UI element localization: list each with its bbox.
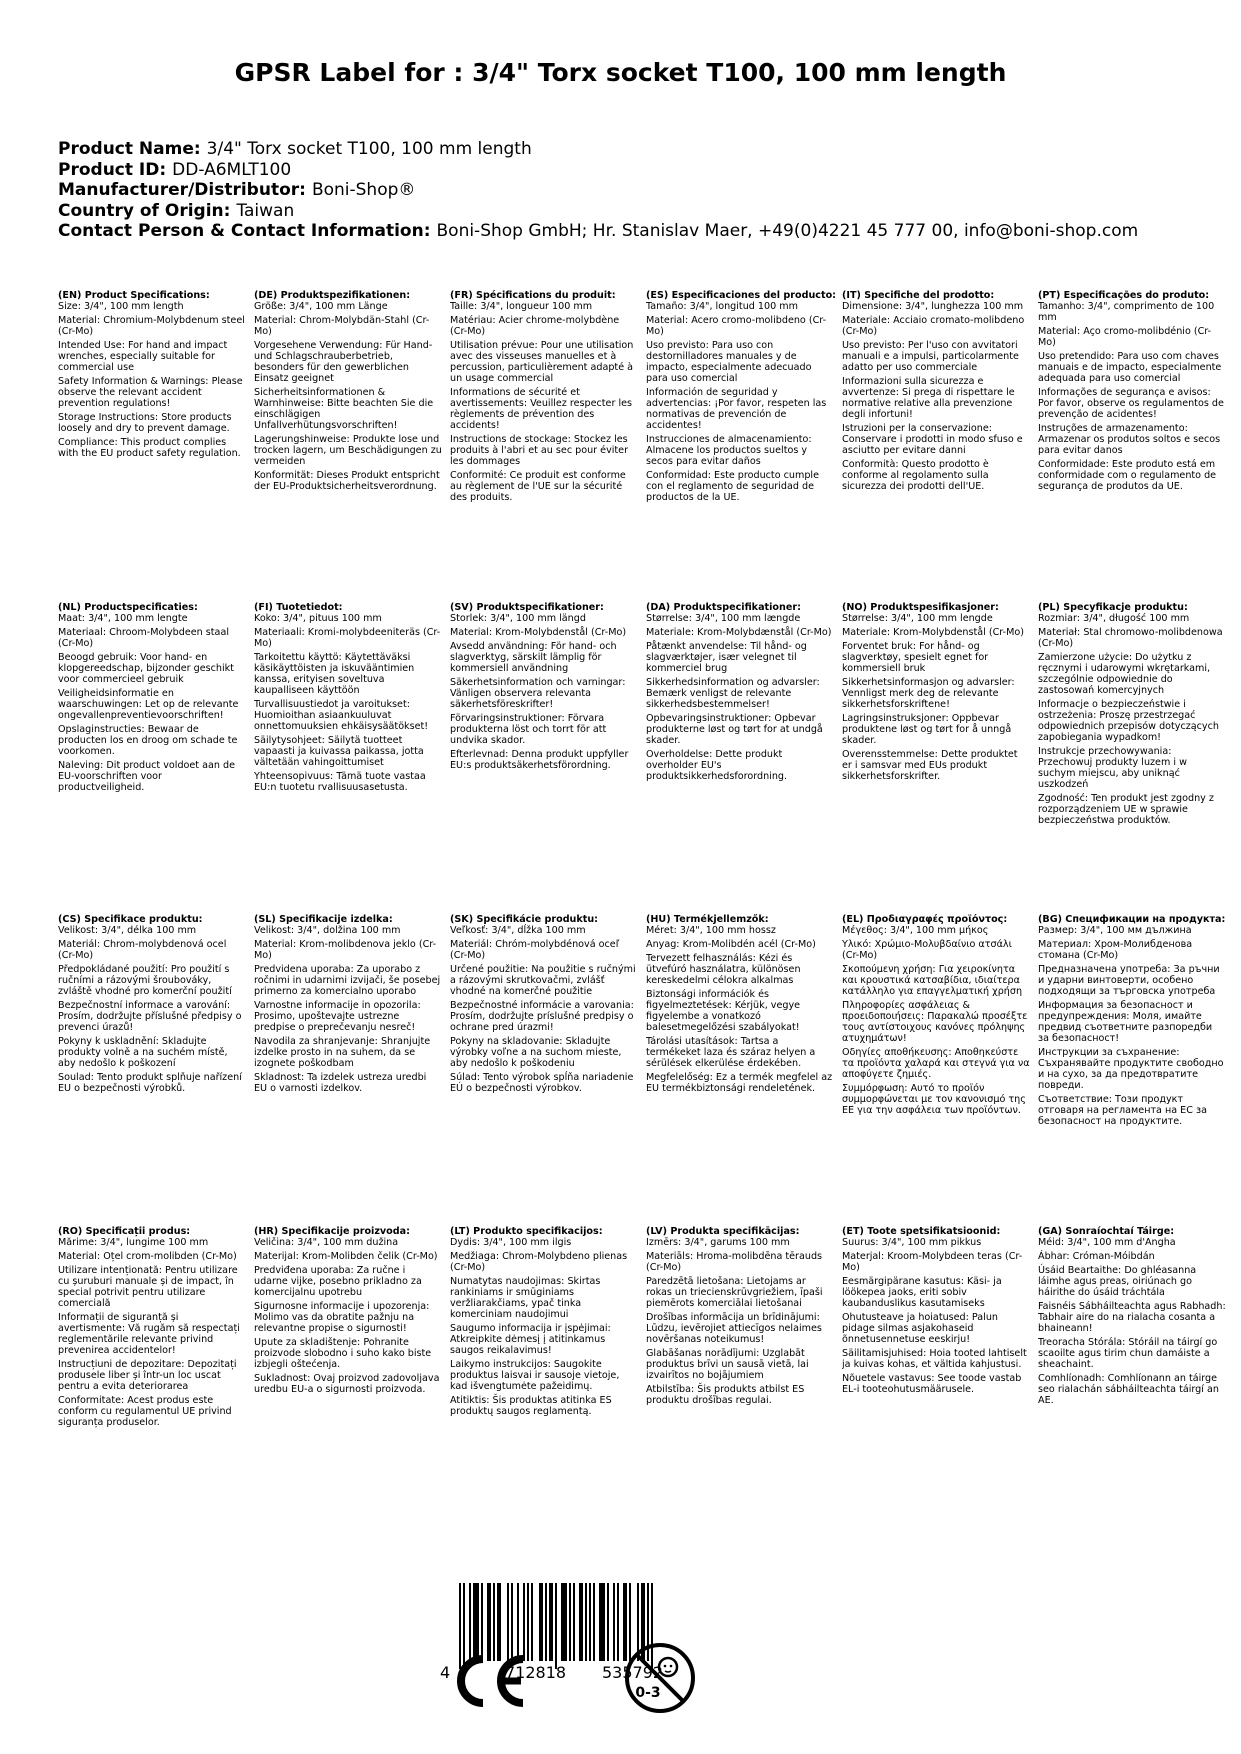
language-paragraph: Conformità: Questo prodotto è conforme al regolamento sulla sicurezza dei prodotti dell'UE. <box>842 459 989 492</box>
language-block <box>646 602 842 914</box>
language-paragraph: Materiál: Chrom-molybdenová ocel (Cr-Mo) <box>58 939 227 961</box>
language-paragraph: Pokyny na skladovanie: Skladujte výrobky voľne a na suchom mieste, aby nedošlo k poškodeniu <box>450 1036 622 1069</box>
language-size: Størrelse: 3/4", 100 mm lengde <box>842 613 993 624</box>
language-paragraph: Naleving: Dit product voldoet aan de EU-voorschriften voor productveiligheid. <box>58 760 235 793</box>
language-paragraph: Ábhar: Cróman-Móibdán <box>1038 1251 1155 1262</box>
language-size: Tamanho: 3/4", comprimento de 100 mm <box>1038 301 1215 323</box>
language-heading: (DE) Produktspezifikationen: <box>254 290 411 301</box>
language-block <box>450 290 646 602</box>
language-paragraph: Materjal: Kroom-Molybdeen teras (Cr-Mo) <box>842 1251 1023 1273</box>
language-paragraph: Vorgesehene Verwendung: Für Hand- und Schlagschrauberbetrieb, besonders für den gewerblichen Einsatz geeignet <box>254 340 433 384</box>
language-paragraph: Materiaal: Chroom-Molybdeen staal (Cr-Mo) <box>58 627 229 649</box>
language-block <box>254 290 450 602</box>
language-heading: (BG) Спецификации на продукта: <box>1038 914 1226 925</box>
language-heading: (ES) Especificaciones del producto: <box>646 290 837 301</box>
language-block <box>1038 602 1234 914</box>
language-size: Velikost: 3/4", dolžina 100 mm <box>254 925 401 936</box>
language-size: Izmērs: 3/4", garums 100 mm <box>646 1237 790 1248</box>
language-paragraph: Drošības informācija un brīdinājumi: Lūdzu, ievērojiet attiecīgos nelaimes novēršanas noteikumus! <box>646 1312 822 1345</box>
language-paragraph: Beoogd gebruik: Voor hand- en klopgereedschap, bijzonder geschikt voor commercieel gebruik <box>58 652 234 685</box>
info-value: DD-A6MLT100 <box>172 159 292 180</box>
language-paragraph: Istruzioni per la conservazione: Conservare i prodotti in modo sfuso e asciutto per evitare danni <box>842 423 1023 456</box>
language-paragraph: Paredzētā lietošana: Lietojams ar rokas un triecienskrūvgriežiem, īpaši piemērots komerciālai lietošanai <box>646 1276 823 1309</box>
language-paragraph: Materijal: Krom-Molibden čelik (Cr-Mo) <box>254 1251 438 1262</box>
barcode-bar <box>613 1583 615 1661</box>
language-paragraph: Conformidade: Este produto está em conformidade com o regulamento de segurança de produtos da UE. <box>1038 459 1217 492</box>
language-paragraph: Materiale: Krom-Molybdænstål (Cr-Mo) <box>646 627 832 638</box>
language-paragraph: Информация за безопасност и предупреждения: Моля, имайте предвид съответните разпоредби за безопасност! <box>1038 1000 1213 1044</box>
language-block <box>646 290 842 602</box>
language-paragraph: Súlad: Tento výrobok spĺňa nariadenie EÚ o bezpečnosti výrobkov. <box>450 1072 634 1094</box>
language-block <box>450 914 646 1226</box>
language-paragraph: Glabāšanas norādījumi: Uzglabāt produktus brīvi un sausā vietā, lai izvairītos no bojājumiem <box>646 1348 809 1381</box>
language-block <box>842 602 1038 914</box>
language-heading: (SL) Specifikacije izdelka: <box>254 914 393 925</box>
language-heading: (HU) Termékjellemzők: <box>646 914 769 925</box>
language-heading: (FR) Spécifications du produit: <box>450 290 616 301</box>
language-paragraph: Treoracha Stórála: Stóráil na táirgí go scaoilte agus tirim chun damáiste a sheachaint. <box>1038 1337 1218 1370</box>
language-heading: (FI) Tuotetiedot: <box>254 602 343 613</box>
barcode-bar <box>511 1583 513 1661</box>
info-label: Contact Person & Contact Information: <box>58 221 431 241</box>
language-heading: (PT) Especificações do produto: <box>1038 290 1210 301</box>
language-paragraph: Utilisation prévue: Pour une utilisation avec des visseuses manuelles et à percussion, particulièrement adapté à un usage commercial <box>450 340 634 384</box>
language-block <box>646 914 842 1226</box>
language-block <box>254 914 450 1226</box>
language-heading: (DA) Produktspecifikationer: <box>646 602 801 613</box>
language-paragraph: Tárolási utasítások: Tartsa a termékeket laza és száraz helyen a sérülések elkerülése érdekében. <box>646 1036 816 1069</box>
language-size: Méret: 3/4", 100 mm hossz <box>646 925 776 936</box>
language-paragraph: Forventet bruk: For hånd- og slagverktøy, spesielt egnet for kommersiell bruk <box>842 641 989 674</box>
language-paragraph: Utilizare intenționată: Pentru utilizare cu șuruburi manuale și de impact, în special potrivit pentru utilizare comercială <box>58 1265 238 1309</box>
language-paragraph: Megfelelőség: Ez a termék megfelel az EU termékbiztonsági rendeletének. <box>646 1072 833 1094</box>
language-heading: (NL) Productspecificaties: <box>58 602 198 613</box>
language-size: Maat: 3/4", 100 mm lengte <box>58 613 188 624</box>
language-paragraph: Conformitate: Acest produs este conform cu regulamentul UE privind siguranța produselor. <box>58 1395 232 1428</box>
language-block <box>58 914 254 1226</box>
language-paragraph: Σκοπούμενη χρήση: Για χειροκίνητα και κρουστικά κατσαβίδια, ιδιαίτερα κατάλληλο για επαγγελματική χρήση <box>842 964 1023 997</box>
language-paragraph: Informații de siguranță și avertismente: Vă rugăm să respectați reglementările relevante privind prevenirea accidentelor! <box>58 1312 240 1356</box>
barcode-bar <box>585 1583 587 1661</box>
language-heading: (EN) Product Specifications: <box>58 290 210 301</box>
language-block <box>1038 290 1234 602</box>
age-warning-label: 0-3 <box>635 1685 661 1701</box>
language-size: Veľkosť: 3/4", dĺžka 100 mm <box>450 925 586 936</box>
barcode-bar <box>607 1583 609 1661</box>
language-heading: (SV) Produktspecifikationer: <box>450 602 604 613</box>
info-value: Taiwan <box>236 200 295 221</box>
language-paragraph: Conformidad: Este producto cumple con el reglamento de seguridad de productos de la UE. <box>646 470 819 503</box>
language-heading: (IT) Specifiche del prodotto: <box>842 290 995 301</box>
language-paragraph: Uso pretendido: Para uso com chaves manuais e de impacto, especialmente adequada para uso comercial <box>1038 351 1222 384</box>
language-paragraph: Saugumo informacija ir įspėjimai: Atkreipkite dėmesį į atitinkamus saugos reikalavimus! <box>450 1323 611 1356</box>
barcode-bar <box>539 1583 543 1661</box>
language-paragraph: Avsedd användning: För hand- och slagverktyg, särskilt lämplig för kommersiell användning <box>450 641 617 674</box>
info-label: Manufacturer/Distributor: <box>58 180 306 200</box>
barcode-bar <box>481 1583 483 1661</box>
language-size: Größe: 3/4", 100 mm Länge <box>254 301 388 312</box>
language-paragraph: Navodila za shranjevanje: Shranjujte izdelke prosto in na suhem, da se izognete poškodbam <box>254 1036 431 1069</box>
language-paragraph: Οδηγίες αποθήκευσης: Αποθηκεύστε τα προϊόντα χαλαρά και στεγνά για να αποφύγετε ζημιές. <box>842 1047 1030 1080</box>
language-paragraph: Atitiktis: Šis produktas atitinka ES produktų saugos reglamentą. <box>450 1395 612 1417</box>
language-paragraph: Opslaginstructies: Bewaar de producten los en droog om schade te voorkomen. <box>58 724 238 757</box>
language-paragraph: Sukladnost: Ovaj proizvod zadovoljava uredbu EU-a o sigurnosti proizvoda. <box>254 1373 440 1395</box>
language-paragraph: Material: Chrom-Molybdän-Stahl (Cr-Mo) <box>254 315 430 337</box>
language-paragraph: Πληροφορίες ασφάλειας & προειδοποιήσεις: Παρακαλώ προσέξτε τους αντίστοιχους κανόνες πρόληψης ατυχημάτων! <box>842 1000 1028 1044</box>
language-paragraph: Medžiaga: Chrom-Molybdeno plienas (Cr-Mo) <box>450 1251 628 1273</box>
info-product-name <box>58 139 1138 160</box>
info-value: Boni-Shop® <box>311 180 416 200</box>
barcode-bar <box>497 1583 501 1661</box>
barcode-bar <box>473 1583 479 1661</box>
language-paragraph: Sigurnosne informacije i upozorenja: Molimo vas da obratite pažnju na relevantne propise o sigurnosti! <box>254 1301 430 1334</box>
language-paragraph: Storage Instructions: Store products loosely and dry to prevent damage. <box>58 412 232 434</box>
info-label: Product ID: <box>58 159 167 180</box>
barcode-digits-right: 535792 <box>602 1663 664 1681</box>
language-paragraph: Faisnéis Sábháilteachta agus Rabhadh: Tabhair aire do na rialacha cosanta a bhaineann! <box>1038 1301 1226 1334</box>
language-block <box>646 1226 842 1556</box>
language-paragraph: Informações de segurança e avisos: Por favor, observe os regulamentos de prevenção de acidentes! <box>1038 387 1224 420</box>
language-heading: (CS) Specifikace produktu: <box>58 914 203 925</box>
barcode-bar <box>589 1583 591 1661</box>
language-paragraph: Instrukcje przechowywania: Przechowuj produkty luzem i w suchym miejscu, aby uniknąć uszkodzeń <box>1038 746 1187 790</box>
language-size: Taille: 3/4", longueur 100 mm <box>450 301 593 312</box>
language-size: Μέγεθος: 3/4", 100 mm μήκος <box>842 925 989 936</box>
barcode-bar <box>507 1583 509 1661</box>
language-paragraph: Úsáid Beartaithe: Do ghléasanna láimhe agus preas, oiriúnach go háirithe do úsáid tráchtála <box>1038 1265 1197 1298</box>
language-paragraph: Materiał: Stal chromowo-molibdenowa (Cr-Mo) <box>1038 627 1223 649</box>
language-paragraph: Material: Acero cromo-molibdeno (Cr-Mo) <box>646 315 827 337</box>
language-paragraph: Materiaali: Kromi-molybdeeniteräs (Cr-Mo) <box>254 627 441 649</box>
language-paragraph: Materiál: Chróm-molybdénová oceľ (Cr-Mo) <box>450 939 620 961</box>
language-paragraph: Veiligheidsinformatie en waarschuwingen: Let op de relevante ongevallenpreventievoorschriften! <box>58 688 239 721</box>
language-paragraph: Tervezett felhasználás: Kézi és ütvefúró használatra, különösen kereskedelmi célokra alkalmas <box>646 953 801 986</box>
barcode-bar <box>469 1583 471 1661</box>
language-paragraph: Uso previsto: Para uso con destornilladores manuales y de impacto, especialmente adecuado para uso comercial <box>646 340 812 384</box>
language-paragraph: Ohutusteave ja hoiatused: Palun pidage silmas asjakohaseid õnnetusennetuse eeskirju! <box>842 1312 998 1345</box>
language-paragraph: Overensstemmelse: Dette produktet er i samsvar med EUs produkt sikkerhetsforskrifter. <box>842 749 1018 782</box>
language-paragraph: Predviđena uporaba: Za ručne i udarne vijke, posebno prikladno za komercijalnu upotrebu <box>254 1265 422 1298</box>
info-country <box>58 201 1138 222</box>
language-paragraph: Compliance: This product complies with the EU product safety regulation. <box>58 437 241 459</box>
barcode-bar <box>555 1583 557 1669</box>
barcode-bar <box>523 1583 525 1661</box>
language-paragraph: Uso previsto: Per l'uso con avvitatori manuali e a impulsi, particolarmente adatto per uso commerciale <box>842 340 1019 373</box>
language-heading: (NO) Produktspesifikasjoner: <box>842 602 999 613</box>
language-paragraph: Съответствие: Този продукт отговаря на регламента на ЕС за безопасност на продуктите. <box>1038 1094 1207 1127</box>
language-paragraph: Предназначена употреба: За ръчни и ударни винтоверти, особено подходящи за търговска употреба <box>1038 964 1220 997</box>
barcode-bar <box>579 1583 583 1661</box>
language-size: Dydis: 3/4", 100 mm ilgis <box>450 1237 572 1248</box>
barcode-bar <box>549 1583 553 1661</box>
language-block <box>842 1226 1038 1556</box>
language-paragraph: Bezpečnostní informace a varování: Prosím, dodržujte příslušné předpisy o prevenci úrazů! <box>58 1000 242 1033</box>
language-paragraph: Υλικό: Χρώμιο-Μολυβδαίνιο ατσάλι (Cr-Mo) <box>842 939 1012 961</box>
barcode-bar <box>561 1583 567 1661</box>
language-paragraph: Matériau: Acier chrome-molybdène (Cr-Mo) <box>450 315 620 337</box>
barcode-bar <box>527 1583 529 1661</box>
language-paragraph: Predvidena uporaba: Za uporabo z ročnimi in udarnimi izvijači, še posebej primerno za komercialno uporabo <box>254 964 441 997</box>
language-paragraph: Informazioni sulla sicurezza e avvertenze: Si prega di rispettare le normative relative alla prevenzione degli infortuni! <box>842 376 1015 420</box>
barcode-bar <box>617 1583 619 1661</box>
language-size: Méid: 3/4", 100 mm d'Angha <box>1038 1237 1176 1248</box>
age-warning-icon <box>623 1641 697 1715</box>
barcode-bar <box>599 1583 605 1661</box>
language-paragraph: Upute za skladištenje: Pohranite proizvode slobodno i suho kako biste izbjegli oštećenja. <box>254 1337 432 1370</box>
language-paragraph: Förvaringsinstruktioner: Förvara produkterna löst och torrt för att undvika skador. <box>450 713 607 746</box>
language-size: Размер: 3/4", 100 мм дължина <box>1038 925 1192 936</box>
language-paragraph: Sikkerhetsinformasjon og advarsler: Vennligst merk deg de relevante sikkerhetsforskriftene! <box>842 677 1015 710</box>
barcode-bar <box>569 1583 571 1661</box>
language-paragraph: Materiale: Acciaio cromato-molibdeno (Cr-Mo) <box>842 315 1025 337</box>
product-info <box>58 139 1138 242</box>
language-paragraph: Säkerhetsinformation och varningar: Vänligen observera relevanta säkerhetsföreskrifter! <box>450 677 626 710</box>
language-paragraph: Turvallisuustiedot ja varoitukset: Huomioithan asiaankuuluvat onnettomuuksien ehkäisysäätökset! <box>254 699 429 732</box>
language-paragraph: Material: Krom-Molybdenstål (Cr-Mo) <box>450 627 627 638</box>
barcode-bar <box>593 1583 595 1661</box>
language-paragraph: Säilitamisjuhised: Hoia tooted lahtiselt ja kuivas kohas, et vältida kahjustusi. <box>842 1348 1027 1370</box>
language-paragraph: Zgodność: Ten produkt jest zgodny z rozporządzeniem UE w sprawie bezpieczeństwa produktów. <box>1038 793 1214 826</box>
barcode-bar <box>573 1583 575 1661</box>
barcode-digit-first: 4 <box>440 1663 451 1681</box>
barcode-digits-left: 712818 <box>505 1663 567 1681</box>
language-paragraph: Material: Aço cromo-molibdénio (Cr-Mo) <box>1038 326 1212 348</box>
language-paragraph: Opbevaringsinstruktioner: Opbevar produkterne løst og tørt for at undgå skader. <box>646 713 823 746</box>
language-size: Rozmiar: 3/4", długość 100 mm <box>1038 613 1190 624</box>
language-block <box>58 602 254 914</box>
info-label: Country of Origin: <box>58 200 231 221</box>
language-paragraph: Instruções de armazenamento: Armazenar os produtos soltos e secos para evitar danos <box>1038 423 1221 456</box>
ce-mark <box>449 1653 529 1709</box>
language-size: Dimensione: 3/4", lunghezza 100 mm <box>842 301 1024 312</box>
language-paragraph: Pokyny k uskladnění: Skladujte produkty volně a na suchém místě, aby nedošlo k poškození <box>58 1036 228 1069</box>
barcode-bar <box>531 1583 533 1661</box>
language-size: Koko: 3/4", pituus 100 mm <box>254 613 382 624</box>
language-heading: (EL) Προδιαγραφές προϊόντος: <box>842 914 1008 925</box>
language-block <box>450 602 646 914</box>
language-heading: (RO) Specificații produs: <box>58 1226 191 1237</box>
language-paragraph: Sicherheitsinformationen & Warnhinweise: Bitte beachten Sie die einschlägigen Unfallverhütungsvorschriften! <box>254 387 434 431</box>
language-paragraph: Material: Oțel crom-molibden (Cr-Mo) <box>58 1251 237 1262</box>
info-value: 3/4" Torx socket T100, 100 mm length <box>206 139 532 159</box>
language-block <box>254 1226 450 1556</box>
language-block <box>254 602 450 914</box>
language-paragraph: Určené použitie: Na použitie s ručnými a rázovými skrutkovačmi, zvlášť vhodné na komerčné použitie <box>450 964 636 997</box>
language-heading: (HR) Specifikacije proizvoda: <box>254 1226 410 1237</box>
language-size: Storlek: 3/4", 100 mm längd <box>450 613 586 624</box>
language-paragraph: Efterlevnad: Denna produkt uppfyller EU:s produktsäkerhetsförordning. <box>450 749 629 771</box>
language-size: Velikost: 3/4", délka 100 mm <box>58 925 197 936</box>
language-paragraph: Předpokládané použití: Pro použití s ručními a rázovými šroubováky, zvláště vhodné pro komerční použití <box>58 964 232 997</box>
language-size: Tamaño: 3/4", longitud 100 mm <box>646 301 798 312</box>
language-paragraph: Informacje o bezpieczeństwie i ostrzeżenia: Proszę przestrzegać odpowiednich przepisów dotyczących zapobiegania wypadkom! <box>1038 699 1219 743</box>
language-block <box>842 290 1038 602</box>
language-paragraph: Lagerungshinweise: Produkte lose und trocken lagern, um Beschädigungen zu vermeiden <box>254 434 442 467</box>
language-paragraph: Lagringsinstruksjoner: Oppbevar produktene løst og tørt for å unngå skader. <box>842 713 1012 746</box>
language-paragraph: Numatytas naudojimas: Skirtas rankiniams ir smūginiams veržliarakčiams, ypač tinka komerciniam naudojimui <box>450 1276 601 1320</box>
language-paragraph: Atbilstība: Šis produkts atbilst ES produktu drošības regulai. <box>646 1384 805 1406</box>
language-paragraph: Soulad: Tento produkt splňuje nařízení EU o bezpečnosti výrobků. <box>58 1072 242 1094</box>
language-paragraph: Инструкции за съхранение: Съхранявайте продуктите свободно и на сухо, за да предотвратите повреди. <box>1038 1047 1224 1091</box>
language-size: Størrelse: 3/4", 100 mm længde <box>646 613 801 624</box>
language-paragraph: Skladnost: Ta izdelek ustreza uredbi EU o varnosti izdelkov. <box>254 1072 427 1094</box>
language-paragraph: Zamierzone użycie: Do użytku z ręcznymi i udarowymi wkrętarkami, szczególnie odpowiednie do zastosowań komercyjnych <box>1038 652 1211 696</box>
info-label: Product Name: <box>58 139 201 159</box>
language-paragraph: Overholdelse: Dette produkt overholder EU's produktsikkerhedsforordning. <box>646 749 788 782</box>
language-paragraph: Instrucțiuni de depozitare: Depozitați produsele liber și într-un loc uscat pentru a evita deteriorarea <box>58 1359 237 1392</box>
language-heading: (SK) Špecifikácie produktu: <box>450 914 599 925</box>
language-size: Mărime: 3/4", lungime 100 mm <box>58 1237 209 1248</box>
language-paragraph: Biztonsági információk és figyelmeztetések: Kérjük, vegye figyelembe a vonatkozó balesetmegelőzési szabályokat! <box>646 989 801 1033</box>
language-block <box>450 1226 646 1556</box>
info-contact <box>58 221 1138 242</box>
language-paragraph: Comhlíonadh: Comhlíonann an táirge seo rialachán sábháilteachta táirgí an AE. <box>1038 1373 1219 1406</box>
language-paragraph: Sikkerhedsinformation og advarsler: Bemærk venligst de relevante sikkerhedsbestemmelser! <box>646 677 820 710</box>
language-paragraph: Laikymo instrukcijos: Saugokite produktus laisvai ir sausoje vietoje, kad išvengtumėte pažeidimų. <box>450 1359 620 1392</box>
language-heading: (LV) Produkta specifikācijas: <box>646 1226 800 1237</box>
barcode-bar <box>493 1583 495 1661</box>
language-paragraph: Instructions de stockage: Stockez les produits à l'abri et au sec pour éviter les dommages <box>450 434 629 467</box>
language-paragraph: Bezpečnostné informácie a varovania: Prosím, dodržujte príslušné predpisy o ochrane pred úrazmi! <box>450 1000 634 1033</box>
language-grid <box>58 290 1228 1556</box>
language-paragraph: Material: Chromium-Molybdenum steel (Cr-Mo) <box>58 315 245 337</box>
language-paragraph: Instrucciones de almacenamiento: Almacene los productos sueltos y secos para evitar daños <box>646 434 812 467</box>
info-manufacturer <box>58 180 1138 201</box>
language-paragraph: Συμμόρφωση: Αυτό το προϊόν συμμορφώνεται με τον κανονισμό της ΕΕ για την ασφάλεια των προϊόντων. <box>842 1083 1026 1116</box>
language-heading: (LT) Produkto specifikacijos: <box>450 1226 603 1237</box>
barcode-bar <box>545 1583 547 1661</box>
language-block <box>1038 1226 1234 1556</box>
language-size: Veličina: 3/4", 100 mm dužina <box>254 1237 399 1248</box>
page-title: GPSR Label for : 3/4" Torx socket T100, 100 mm length <box>234 58 1007 87</box>
language-paragraph: Material: Krom-molibdenova jeklo (Cr-Mo) <box>254 939 437 961</box>
barcode-bar <box>517 1583 519 1661</box>
language-heading: (GA) Sonraíochtaí Táirge: <box>1038 1226 1175 1237</box>
language-paragraph: Conformité: Ce produit est conforme au règlement de l'UE sur la sécurité des produits. <box>450 470 626 503</box>
info-value: Boni-Shop GmbH; Hr. Stanislav Maer, +49(0)4221 45 777 00, info@boni-shop.com <box>436 221 1139 241</box>
info-product-id <box>58 160 1138 181</box>
language-paragraph: Материал: Хром-Молибденова стомана (Cr-Mo) <box>1038 939 1193 961</box>
language-paragraph: Intended Use: For hand and impact wrenches, especially suitable for commercial use <box>58 340 228 373</box>
language-block <box>58 290 254 602</box>
language-paragraph: Nõuetele vastavus: See toode vastab EL-i tooteohutusmäärusele. <box>842 1373 1022 1395</box>
language-paragraph: Safety Information & Warnings: Please observe the relevant accident prevention regulations! <box>58 376 243 409</box>
language-paragraph: Konformität: Dieses Produkt entspricht der EU-Produktsicherheitsverordnung. <box>254 470 440 492</box>
language-size: Size: 3/4", 100 mm length <box>58 301 184 312</box>
language-heading: (ET) Toote spetsifikatsioonid: <box>842 1226 1001 1237</box>
language-paragraph: Tarkoitettu käyttö: Käytettäväksi käsikäyttöisten ja iskuvääntimien kanssa, erityisen soveltuva kaupalliseen käyttöön <box>254 652 415 696</box>
language-paragraph: Materiale: Krom-Molybdenstål (Cr-Mo) <box>842 627 1024 638</box>
language-heading: (PL) Specyfikacje produktu: <box>1038 602 1188 613</box>
language-paragraph: Säilytysohjeet: Säilytä tuotteet vapaasti ja kuivassa paikassa, jotta vältetään vahingoittumiset <box>254 735 424 768</box>
language-paragraph: Påtænkt anvendelse: Til hånd- og slagværktøjer, især velegnet til kommerciel brug <box>646 641 807 674</box>
language-paragraph: Varnostne informacije in opozorila: Prosimo, upoštevajte ustrezne predpise o preprečevanju nesreč! <box>254 1000 421 1033</box>
language-paragraph: Anyag: Krom-Molibdén acél (Cr-Mo) <box>646 939 816 950</box>
barcode-bar <box>487 1583 491 1661</box>
language-block <box>58 1226 254 1556</box>
language-size: Suurus: 3/4", 100 mm pikkus <box>842 1237 982 1248</box>
language-paragraph: Información de seguridad y advertencias: ¡Por favor, respeten las normativas de prevención de accidentes! <box>646 387 827 431</box>
language-block <box>1038 914 1234 1226</box>
language-paragraph: Yhteensopivuus: Tämä tuote vastaa EU:n tuotetu rvallisuusasetusta. <box>254 771 426 793</box>
language-paragraph: Materiāls: Hroma-molibdēna tērauds (Cr-Mo) <box>646 1251 823 1273</box>
language-block <box>842 914 1038 1226</box>
language-paragraph: Eesmärgipärane kasutus: Käsi- ja löökepea jaoks, eriti sobiv kaubanduslikus kasutamiseks <box>842 1276 1002 1309</box>
language-paragraph: Informations de sécurité et avertissements: Veuillez respecter les règlements de prévention des accidents! <box>450 387 633 431</box>
